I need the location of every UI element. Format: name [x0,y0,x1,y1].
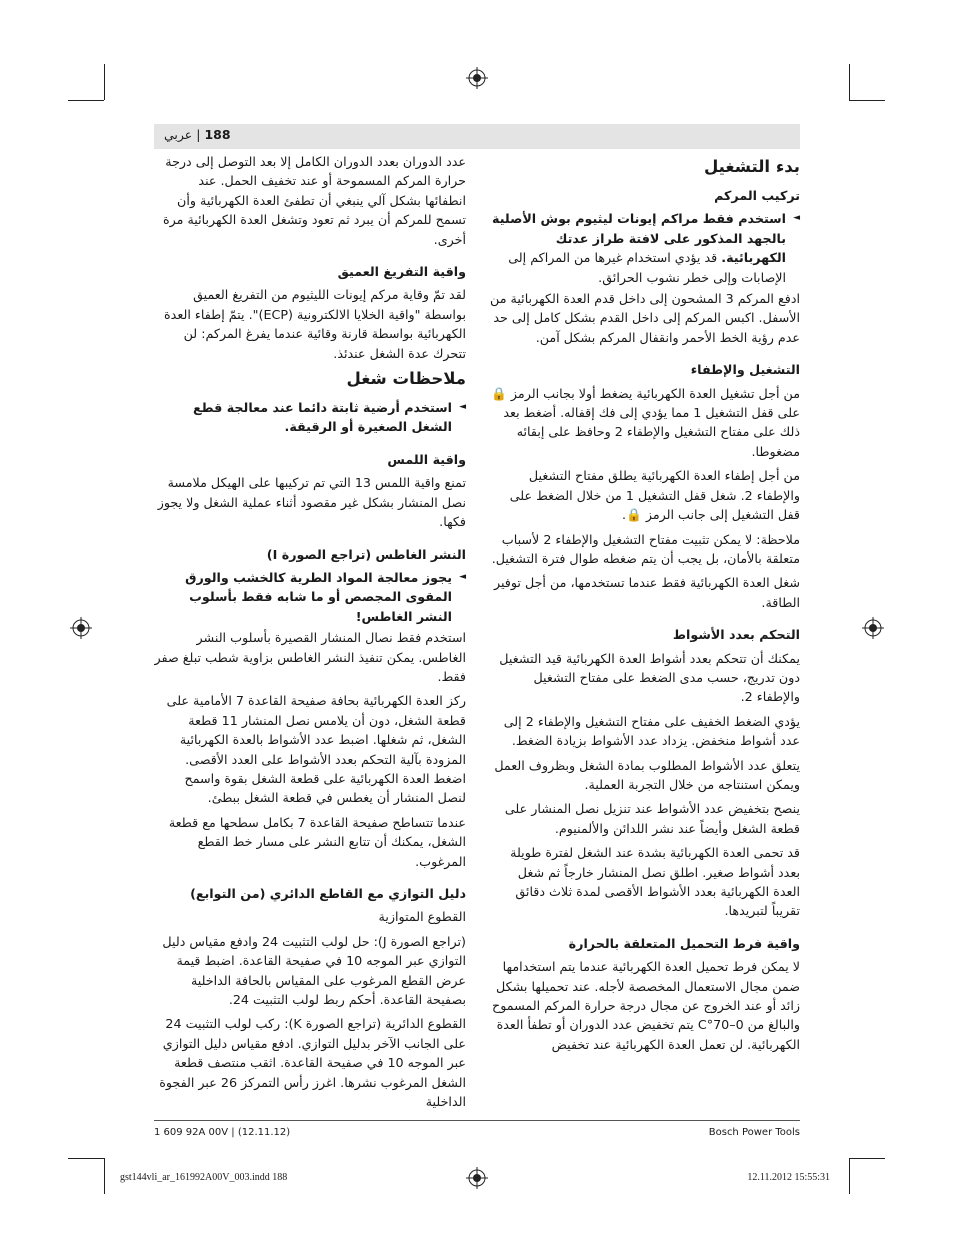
crop-mark [849,1158,885,1159]
paragraph: استخدم فقط نصال المنشار القصيرة بأسلوب النشر الغاطس. يمكن تنفيذ النشر الغاطس بزاوية شطب تبلغ صفر فقط. [154,630,466,684]
footer-rule [154,1120,800,1121]
paragraph: ينصح بتخفيض عدد الأشواط عند تنزيل نصل المنشار على قطعة الشغل وأيضاً عند نشر اللدائن والألمنيوم. [504,801,800,836]
page-header-bar [154,124,800,149]
section-heading: ملاحظات شغل [346,369,466,389]
registration-mark-icon [70,617,92,639]
left-column [154,152,466,1116]
footer-brand: Bosch Power Tools [708,1127,800,1138]
right-column [490,152,800,1059]
registration-mark-icon [466,1167,488,1189]
paragraph: القطوع المتوازية [378,909,466,925]
subsection-heading: واقية اللمس [387,451,466,467]
subsection-heading: واقية فرط التحميل المتعلقة بالحرارة [568,935,800,951]
separator: | [192,127,201,142]
crop-mark [849,1158,850,1194]
paragraph: عدد الدوران بعدد الدوران الكامل إلا بعد التوصل إلى درجة حرارة المركم المسموحة أو عند تخفيف الحمل. عند انطفائها بشكل آلي ينبغي أن تطفئ العدة الكهربائية وأن تسمح للمركم أن يبرد ثم تعود وتشغل العدة الكهربائية مرة أخرى. [162,154,466,247]
subsection-heading: تركيب المركم [714,188,800,203]
paragraph: القطوع الدائرية (تراجع الصورة K): ركب لولب التثبيت 24 على الجانب الآخر بدليل التوازي. ادفع مقياس دليل التوازي عبر الموجه 10 في صفيحة القاعدة. اثقب منتصف قطعة الشغل المرغوب نشرها. اغرز رأس التمركز 26 عبر الفجوة الداخلية [159,1016,466,1110]
subsection-heading: التحكم بعدد الأشواط [672,627,800,643]
paragraph: تمنع واقية اللمس 13 التي تم تركيبها على الهيكل ملامسة نصل المنشار بشكل غير مقصود أثناء عملية الشغل ولا يجوز فكها. [157,475,466,530]
registration-mark-icon [466,67,488,89]
paragraph: لقد تمّ وقاية مركم إيونات الليثيوم من التفريغ العميق بواسطة "واقية الخلايا الالكترونية (ECP)". يتمّ إطفاء العدة الكهربائية بواسطة قارنة وقائية عندما يفرغ المركم: لن تتحرك عدة الشغل عندئذ. [164,287,466,361]
paragraph: ملاحظة: لا يمكن تثبيت مفتاح التشغيل والإطفاء 2 لأسباب متعلقة بالأمان، بل يجب أن يتم ضغطه طوال فترة التشغيل. [491,531,800,566]
registration-mark-icon [862,617,884,639]
crop-mark [849,64,850,100]
crop-mark [104,64,105,100]
warning-bold-text: استخدم أرضية ثابتة دائما عند معالجة قطع الشغل الصغيرة أو الرقيقة. [192,400,452,435]
paragraph: قد تحمى العدة الكهربائية بشدة عند الشغل لفترة طويلة بعدد أشواط صغير. اطلق نصل المنشار خارجاً ثم شغل العدة الكهربائية بعدد الأشواط الأقصى لمدة ثلاث دقائق تقريباً لتبريدها. [510,845,800,919]
crop-mark [849,100,885,101]
paragraph: عندما تتساطح صفيحة القاعدة 7 بكامل سطحها مع قطعة الشغل، يمكنك أن تتابع النشر على مسار خط القطع المرغوب. [168,814,466,869]
paragraph: ركز العدة الكهربائية بحافة صفيحة القاعدة 7 الأمامية على قطعة الشغل، دون أن يلامس نصل المنشار 11 قطعة الشغل، ثم شغلها. اضبط عدد الأشواط بالعدة الكهربائية المزودة بآلية التحكم بعدد الأشواط على العدد الأقصى. اضغط العدة الكهربائية على قطعة الشغل بقوة واسمح لنصل المنشار أن يغطس في قطعة الشغل ببطئ. [166,693,466,806]
paragraph: من أجل تشغيل العدة الكهربائية يضغط أولا بجانب الرمز 🔒 على قفل التشغيل 1 مما يؤدي إلى فك إقفاله. أضغط بعد ذلك على مفتاح التشغيل والإطفاء 2 وحافظ على إبقائه مضغوطا. [491,385,800,459]
paragraph: من أجل إطفاء العدة الكهربائية يطلق مفتاح التشغيل والإطفاء 2. شغل قفل التشغيل 1 من خلال الضغط على قفل التشغيل إلى جانب الرمز 🔒. [509,468,800,523]
footer-doc-code: 1 609 92A 00V | (12.11.12) [154,1127,291,1138]
page-number: 188 [204,127,231,142]
paragraph: لا يمكن فرط تحميل العدة الكهربائية عندما يتم استخدامها ضمن مجال الاستعمال المخصصة لأجله. عند تحميلها بشكل زائد أو عند الخروج عن مجال درجة حرارة المركم المسموح والبالغ من 0–70°C يتم تخفيض عدد الدوران أو تطفأ العدة الكهربائية. لن تعمل العدة الكهربائية عند تخفيض [492,959,800,1052]
warning-bold-text: استخدم فقط مراكم إيونات ليثيوم بوش الأصلية بالجهد المذكور على لافتة طراز عدتك الكهربائية. [492,211,786,266]
paragraph: ادفع المركم 3 المشحون إلى داخل قدم العدة الكهربائية من الأسفل. اكبس المركم إلى داخل القدم بشكل كامل إلى حد عدم رؤية الخط الأحمر وانقفال المركم بشكل آمن. [490,291,800,345]
subsection-heading: النشر الغاطس (تراجع الصورة I) [266,546,466,562]
slug-file: gst144vli_ar_161992A00V_003.indd 188 [120,1172,288,1183]
crop-mark [68,1158,104,1159]
paragraph: يتعلق عدد الأشواط المطلوب بمادة الشغل وبظروف العمل ويمكن استنتاجه من خلال التجربة العملية. [494,757,800,792]
warning-bullet [490,209,800,287]
warning-bullet [154,398,466,437]
paragraph: يمكنك أن تتحكم بعدد أشواط العدة الكهربائية قيد التشغيل دون تدريج، حسب مدى الضغط على مفتاح التشغيل والإطفاء 2. [499,650,800,705]
crop-mark [68,100,104,101]
page-header-label [164,127,231,142]
slug-datetime: 12.11.2012 15:55:31 [747,1172,830,1183]
page-language: عربي [164,127,193,142]
crop-mark [104,1158,105,1194]
subsection-heading: التشغيل والإطفاء [690,362,800,378]
warning-bold-text: يجوز معالجة المواد الطرية كالخشب والورق المقوى المجصص أو ما شابه فقط بأسلوب النشر الغاطس! [185,569,452,624]
warning-bullet [154,568,466,626]
subsection-heading: واقية التفريغ العميق [337,264,466,280]
subsection-heading: دليل التوازي مع القاطع الدائري (من التوابع) [190,886,466,901]
paragraph: (تراجع الصورة J): حل لولب التثبيت 24 وادفع مقياس دليل التوازي عبر الموجه 10 في صفيحة القاعدة. اضبط قيمة عرض القطع المرغوب على المقياس بالحافة الداخلية بصفيحة القاعدة. أحكم ربط لولب التثبيت 24. [162,933,466,1008]
warning-detail-text: قد يؤدي استخدام غيرها من المراكم إلى الإصابات وإلى خطر نشوب الحرائق. [508,250,786,285]
section-heading: بدء التشغيل [703,157,800,176]
paragraph: يؤدي الضغط الخفيف على مفتاح التشغيل والإطفاء 2 إلى عدد أشواط منخفض. يزداد عدد الأشواط بزيادة الضغط. [503,713,800,749]
paragraph: شغل العدة الكهربائية فقط عندما تستخدمها، من أجل توفير الطاقة. [493,575,800,610]
